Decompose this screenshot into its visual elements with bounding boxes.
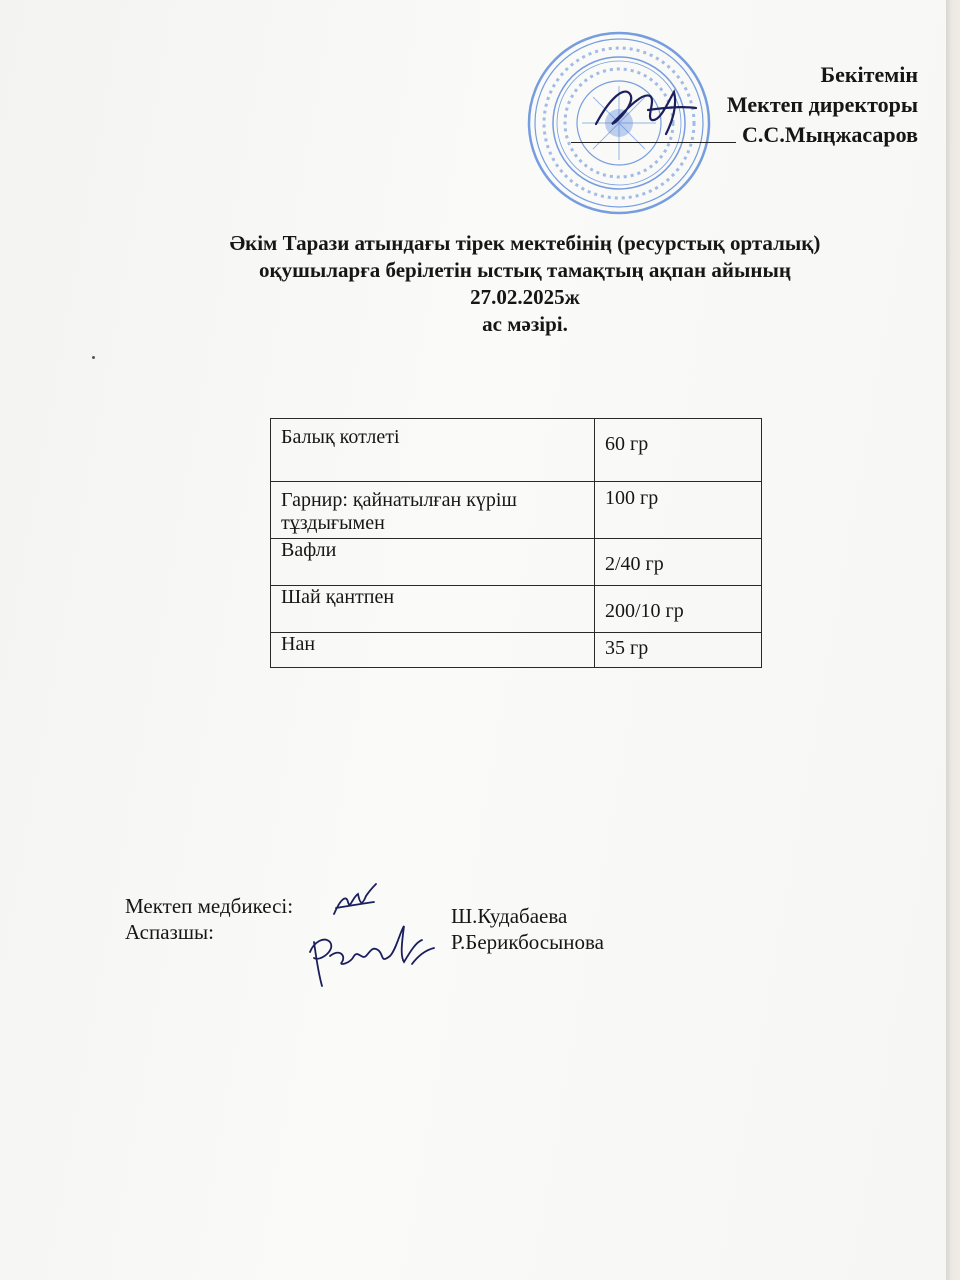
stray-dot bbox=[92, 356, 95, 359]
cook-label: Аспазшы: bbox=[125, 920, 214, 944]
menu-item-name: Шай қантпен bbox=[271, 586, 595, 632]
title-line-4: ас мәзірі. bbox=[482, 312, 568, 336]
menu-item-name: Нан bbox=[271, 633, 595, 667]
page-edge-shadow bbox=[946, 0, 960, 1280]
approve-label: Бекітемін bbox=[820, 62, 918, 87]
menu-table bbox=[270, 418, 762, 668]
cook-signature bbox=[300, 912, 440, 990]
menu-item-qty: 200/10 гр bbox=[605, 600, 684, 622]
title-line-2: оқушыларға берілетін ыстық тамақтың ақпан айының bbox=[259, 258, 791, 282]
table-row bbox=[270, 633, 762, 668]
cook-name: Р.Берикбосынова bbox=[451, 930, 604, 954]
menu-item-qty: 35 гр bbox=[605, 637, 649, 659]
table-row bbox=[270, 539, 762, 586]
director-position: Мектеп директоры bbox=[726, 92, 918, 117]
menu-item-name: Балық котлеті bbox=[271, 419, 595, 481]
menu-item-name: Вафли bbox=[271, 539, 595, 585]
nurse-label: Мектеп медбикесі: bbox=[125, 894, 294, 918]
table-row bbox=[270, 482, 762, 539]
menu-item-qty: 100 гр bbox=[605, 487, 659, 509]
title-line-1: Әкім Тарази атындағы тірек мектебінің (ресурстық орталық) bbox=[229, 231, 821, 255]
table-row bbox=[270, 418, 762, 482]
menu-item-qty: 60 гр bbox=[605, 433, 649, 455]
table-row bbox=[270, 586, 762, 633]
director-name: С.С.Мыңжасаров bbox=[742, 122, 918, 147]
nurse-name: Ш.Кудабаева bbox=[451, 904, 568, 928]
signature-line bbox=[571, 142, 736, 143]
title-date: 27.02.2025ж bbox=[470, 285, 580, 309]
document-title bbox=[130, 230, 920, 338]
menu-item-qty: 2/40 гр bbox=[605, 553, 664, 575]
menu-item-name: Гарнир: қайнатылған күріш тұздығымен bbox=[271, 482, 595, 538]
director-signature bbox=[590, 80, 700, 140]
